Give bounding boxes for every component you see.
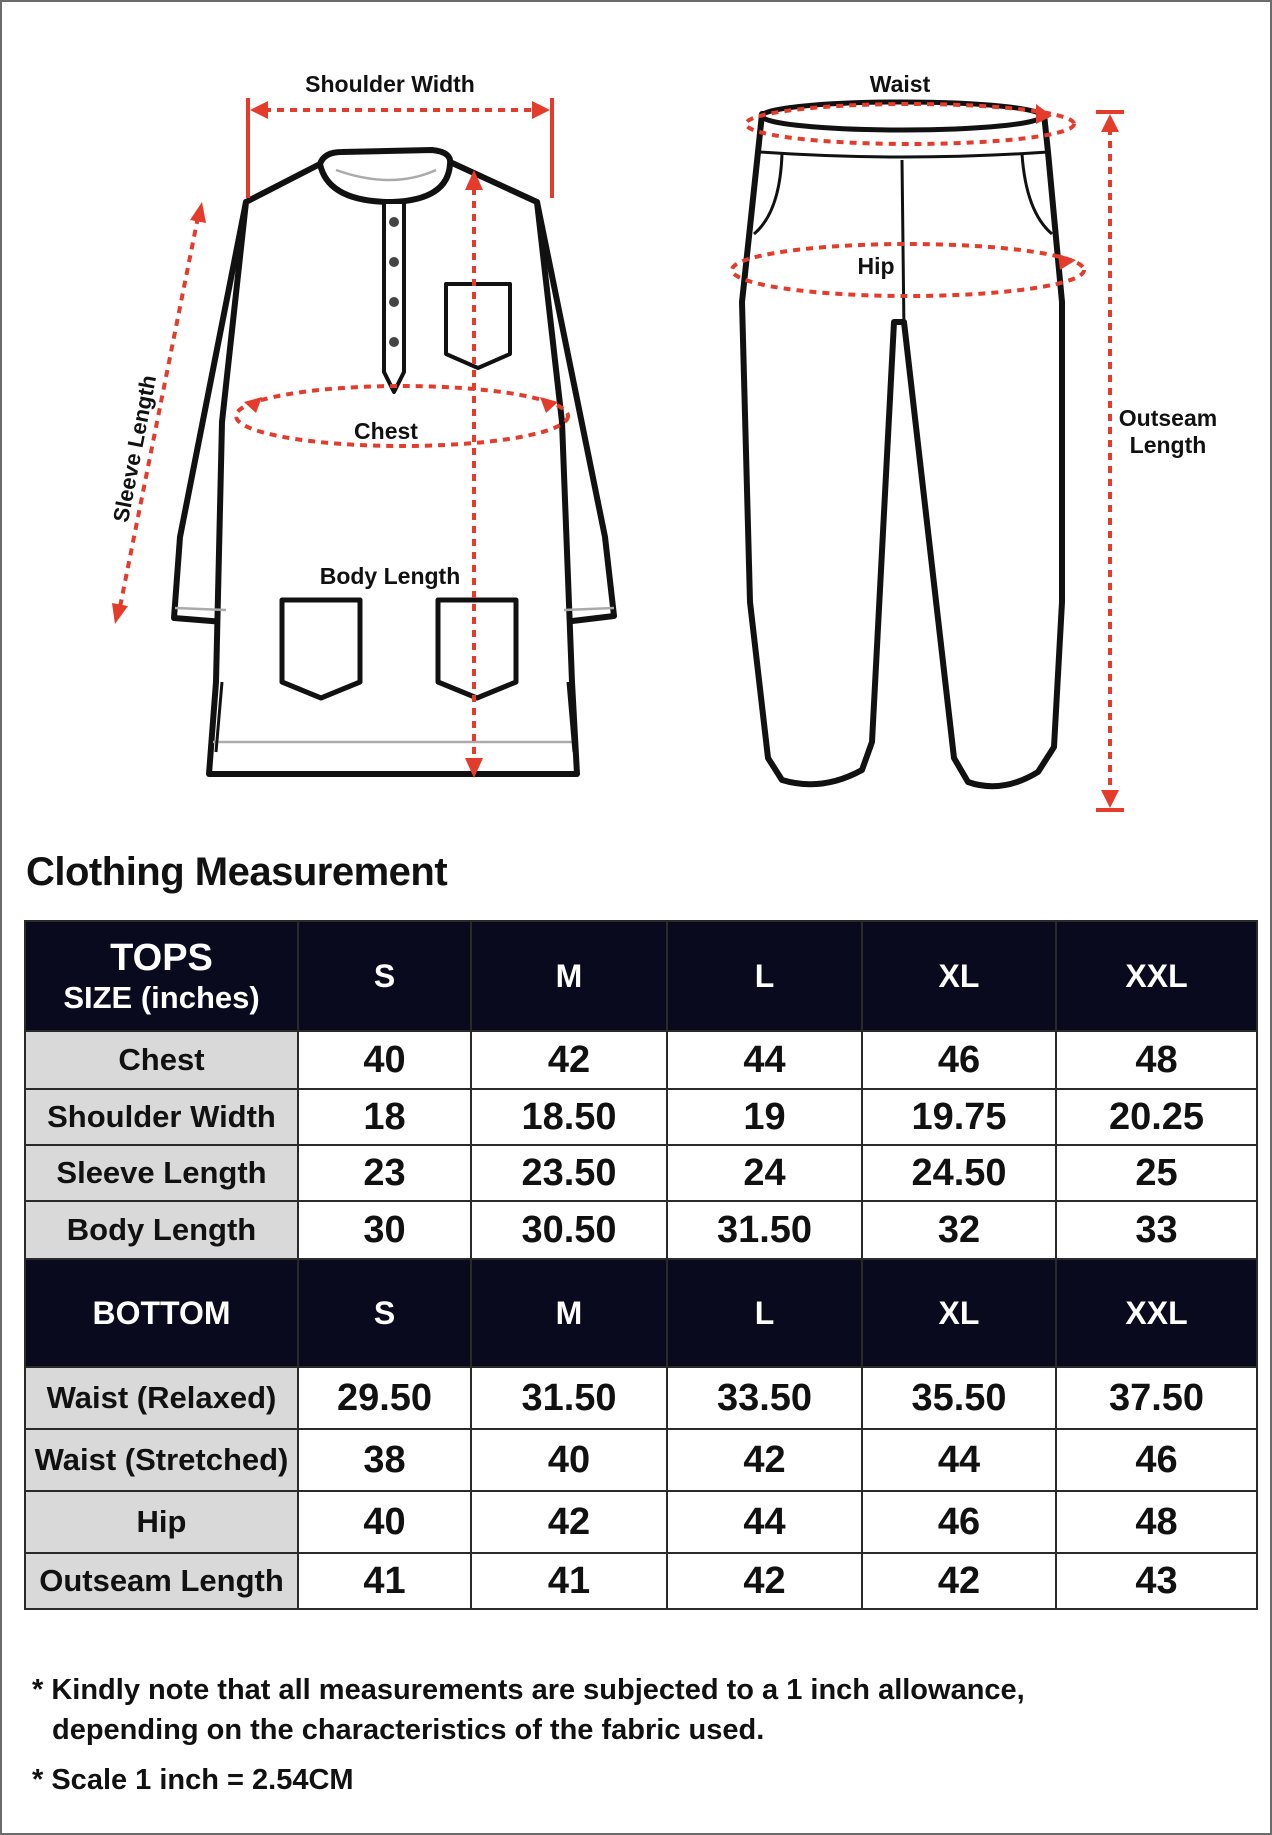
table-cell: 35.50 (862, 1367, 1056, 1429)
table-cell: 44 (862, 1429, 1056, 1491)
table-cell: 33.50 (667, 1367, 862, 1429)
table-cell: 30 (298, 1201, 471, 1259)
table-cell: 41 (298, 1553, 471, 1609)
tops-header-cell (25, 921, 298, 1031)
table-cell: 19.75 (862, 1089, 1056, 1145)
bottom-size-l: L (667, 1259, 862, 1367)
table-cell: 25 (1056, 1145, 1257, 1201)
table-row (25, 1201, 1257, 1259)
tops-size-xxl: XXL (1056, 921, 1257, 1031)
garment-diagram (2, 2, 1270, 832)
outseam-label-line1: Outseam (1118, 405, 1218, 431)
table-cell: 44 (667, 1031, 862, 1089)
row-label-outseam-length: Outseam Length (25, 1553, 298, 1609)
table-cell: 31.50 (667, 1201, 862, 1259)
table-cell: 31.50 (471, 1367, 667, 1429)
tops-size-xl: XL (862, 921, 1056, 1031)
tops-header-row (25, 921, 1257, 1031)
shoulder-width-label: Shoulder Width (305, 71, 475, 97)
table-cell: 40 (298, 1031, 471, 1089)
tops-size-s: S (298, 921, 471, 1031)
waist-label: Waist (869, 71, 931, 97)
table-cell: 48 (1056, 1031, 1257, 1089)
table-cell: 33 (1056, 1201, 1257, 1259)
table-cell: 40 (298, 1491, 471, 1553)
bottom-size-s: S (298, 1259, 471, 1367)
tops-size-m: M (471, 921, 667, 1031)
row-label-waist-stretched: Waist (Stretched) (25, 1429, 298, 1491)
table-cell: 18 (298, 1089, 471, 1145)
table-cell: 42 (471, 1491, 667, 1553)
table-cell: 40 (471, 1429, 667, 1491)
shirt-collar (320, 150, 450, 202)
bottom-title: BOTTOM (25, 1259, 298, 1367)
table-cell: 46 (1056, 1429, 1257, 1491)
table-cell: 24 (667, 1145, 862, 1201)
pants-illustration (742, 102, 1062, 786)
table-cell: 43 (1056, 1553, 1257, 1609)
allowance-note-line1: * Kindly note that all measurements are subjected to a 1 inch allowance, (32, 1674, 1025, 1706)
table-cell: 24.50 (862, 1145, 1056, 1201)
bottom-header-row (25, 1259, 1257, 1367)
left-lower-pocket (282, 600, 360, 698)
body-length-label: Body Length (319, 563, 461, 589)
table-row (25, 1553, 1257, 1609)
row-label-sleeve-length: Sleeve Length (25, 1145, 298, 1201)
table-cell: 42 (667, 1429, 862, 1491)
table-cell: 41 (471, 1553, 667, 1609)
outseam-label-line2: Length (1129, 432, 1207, 458)
row-label-hip: Hip (25, 1491, 298, 1553)
table-cell: 29.50 (298, 1367, 471, 1429)
table-cell: 42 (862, 1553, 1056, 1609)
table-row (25, 1367, 1257, 1429)
table-cell: 48 (1056, 1491, 1257, 1553)
tops-subtitle: SIZE (inches) (63, 980, 260, 1015)
table-cell: 38 (298, 1429, 471, 1491)
sleeve-length-label: Sleeve Length (108, 372, 162, 525)
row-label-body-length: Body Length (25, 1201, 298, 1259)
scale-note: * Scale 1 inch = 2.54CM (32, 1764, 354, 1796)
table-cell: 32 (862, 1201, 1056, 1259)
table-cell: 37.50 (1056, 1367, 1257, 1429)
tops-size-l: L (667, 921, 862, 1031)
table-row (25, 1031, 1257, 1089)
row-label-shoulder-width: Shoulder Width (25, 1089, 298, 1145)
bottom-size-xxl: XXL (1056, 1259, 1257, 1367)
row-label-waist-relaxed: Waist (Relaxed) (25, 1367, 298, 1429)
table-cell: 23.50 (471, 1145, 667, 1201)
table-cell: 44 (667, 1491, 862, 1553)
table-row (25, 1429, 1257, 1491)
table-cell: 42 (471, 1031, 667, 1089)
right-lower-pocket (438, 600, 516, 698)
bottom-size-xl: XL (862, 1259, 1056, 1367)
pants-waistband (762, 102, 1042, 130)
hip-label: Hip (857, 253, 895, 279)
table-cell: 18.50 (471, 1089, 667, 1145)
page-title: Clothing Measurement (26, 850, 448, 894)
row-label-chest: Chest (25, 1031, 298, 1089)
allowance-note-line2: depending on the characteristics of the fabric used. (52, 1714, 765, 1746)
bottom-size-m: M (471, 1259, 667, 1367)
table-cell: 19 (667, 1089, 862, 1145)
table-cell: 30.50 (471, 1201, 667, 1259)
footnotes (32, 1670, 1252, 1800)
table-cell: 42 (667, 1553, 862, 1609)
table-cell: 46 (862, 1031, 1056, 1089)
table-row (25, 1145, 1257, 1201)
table-cell: 20.25 (1056, 1089, 1257, 1145)
table-row (25, 1491, 1257, 1553)
table-row (25, 1089, 1257, 1145)
shirt-illustration (174, 150, 614, 774)
chest-pocket (446, 284, 510, 368)
size-table (24, 920, 1258, 1610)
table-cell: 46 (862, 1491, 1056, 1553)
table-cell: 23 (298, 1145, 471, 1201)
chest-label: Chest (354, 418, 418, 444)
tops-title: TOPS (110, 937, 213, 979)
outseam-length-measure (1096, 112, 1217, 810)
